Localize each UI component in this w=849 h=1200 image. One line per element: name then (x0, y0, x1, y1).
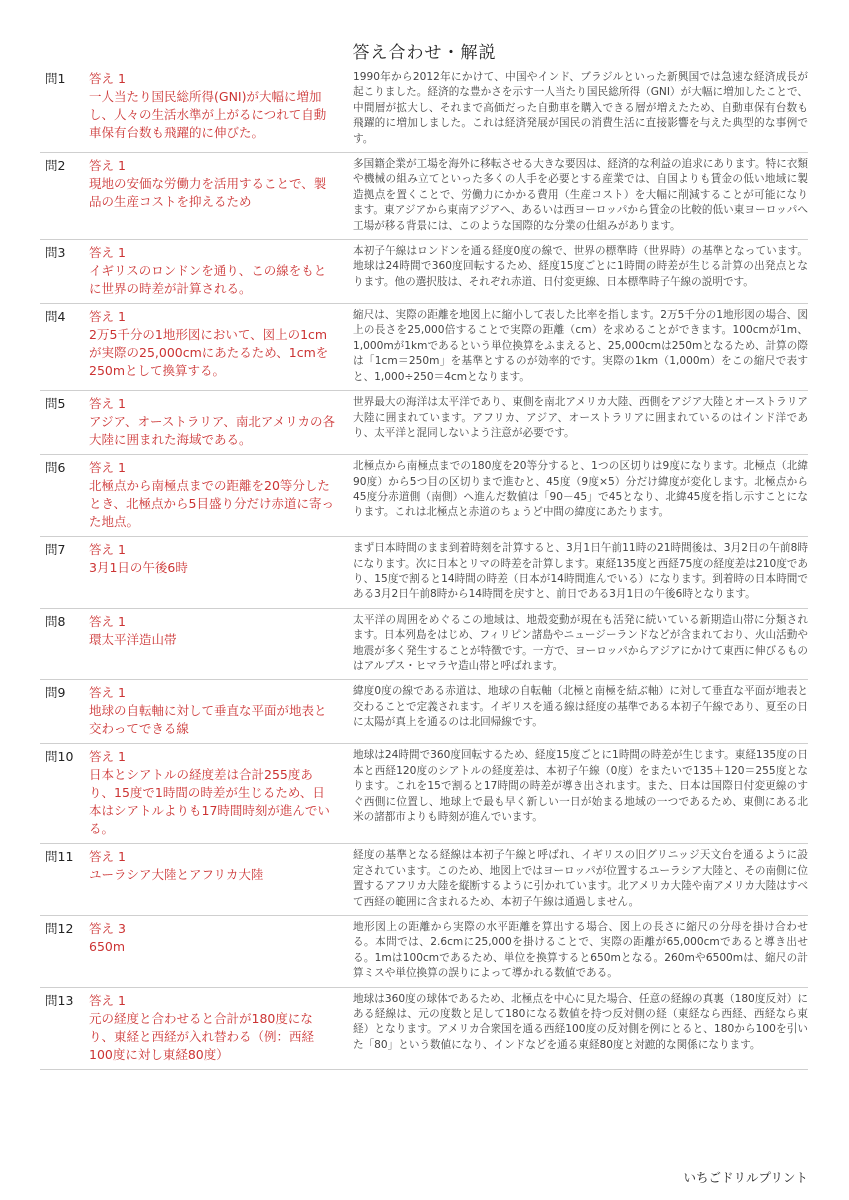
answer-block (89, 70, 343, 147)
answer-row (40, 537, 808, 609)
answer-block (89, 459, 343, 531)
answer-block (89, 748, 343, 838)
answer-label: 答え 1 (89, 613, 126, 629)
page-title: 答え合わせ・解説 (352, 43, 497, 63)
question-number: 問7 (45, 542, 66, 558)
answer-label: 答え 1 (89, 992, 126, 1008)
answer-label: 答え 1 (89, 460, 126, 476)
answer-text: 一人当たり国民総所得(GNI)が大幅に増加し、人々の生活水準が上がるにつれて自動車保有台数も飛躍的に伸びた。 (89, 89, 327, 140)
answer-label: 答え 3 (89, 920, 126, 936)
answer-text: 3月1日の午後6時 (89, 560, 188, 576)
explanation-text: 世界最大の海洋は太平洋であり、東側を南北アメリカ大陸、西側をアジア大陸とオーストラリア大陸に囲まれています。アフリカ、アジア、オーストラリアに囲まれているのはインド洋であり、太平洋と混同しないよう注意が必要です。 (353, 396, 808, 439)
answer-text: 現地の安価な労働力を活用することで、製品の生産コストを抑えるため (89, 176, 327, 210)
answer-list (40, 66, 808, 1070)
answer-row (40, 153, 808, 240)
answer-row (40, 988, 808, 1070)
answer-label: 答え 1 (89, 749, 126, 765)
answer-row (40, 240, 808, 304)
question-number: 問6 (45, 460, 66, 476)
question-number: 問5 (45, 396, 66, 412)
answer-row (40, 680, 808, 744)
answer-text: 北極点から南極点までの距離を20等分したとき、北極点から5目盛り分だけ赤道に寄った地点。 (89, 478, 334, 530)
answer-row (40, 744, 808, 844)
question-number: 問4 (45, 309, 66, 325)
question-number: 問8 (45, 613, 66, 629)
explanation-text: 緯度0度の線である赤道は、地球の自転軸（北極と南極を結ぶ軸）に対して垂直な平面が地表と交わることで定義されます。イギリスを通る線は経度の基準である本初子午線であり、夏至の日に太陽が真上を通るのは北回帰線です。 (353, 685, 808, 729)
answer-row (40, 66, 808, 153)
answer-label: 答え 1 (89, 309, 126, 325)
answer-label: 答え 1 (89, 685, 126, 701)
answer-block (89, 848, 343, 910)
answer-row (40, 609, 808, 681)
question-number: 問9 (45, 685, 66, 701)
footer-brand: いちごドリルプリント (683, 1170, 808, 1185)
explanation-text: 縮尺は、実際の距離を地図上に縮小して表した比率を指します。2万5千分の1地形図の場合、図上の長さを25,000倍することで実際の距離（cm）を求めることができます。100cmが1m、1,000mが1kmであるという単位換算をふまえると、25,000cmは250mとなるため、計算の際は「1cm＝250m」を基準とするのが効率的です。実際の1km（1,000m）をこの縮尺で表すと、1,000÷250＝4cmとなります。 (353, 309, 808, 383)
answer-text: イギリスのロンドンを通り、この線をもとに世界の時差が計算される。 (89, 263, 327, 297)
answer-label: 答え 1 (89, 71, 126, 86)
answer-label: 答え 1 (89, 542, 126, 558)
answer-label: 答え 1 (89, 396, 126, 412)
answer-row (40, 455, 808, 537)
question-number: 問2 (45, 158, 66, 174)
answer-text: 650m (89, 938, 126, 954)
answer-text: 環太平洋造山帯 (89, 631, 177, 647)
answer-block (89, 992, 343, 1064)
answer-block (89, 613, 343, 675)
question-number: 問13 (45, 992, 74, 1008)
explanation-text: 北極点から南極点までの180度を20等分すると、1つの区切りは9度になります。北極点（北緯90度）から5つ目の区切りまで進むと、45度（9度×5）分だけ緯度が変化します。北極点から45度分赤道側（南側）へ進んだ数値は「90－45」で45となり、北緯45度を指し示すことになります。これは北極点と赤道のちょうど中間の緯度にあたります。 (353, 460, 808, 519)
answer-text: 2万5千分の1地形図において、図上の1cmが実際の25,000cmにあたるため、1cmを250mとして換算する。 (89, 327, 329, 379)
answer-block (89, 395, 343, 449)
answer-row (40, 844, 808, 916)
answer-text: 元の経度と合わせると合計が180度になり、東経と西経が入れ替わる（例：西経100度に対し東経80度） (89, 1010, 315, 1062)
answer-block (89, 684, 343, 738)
explanation-text: 本初子午線はロンドンを通る経度0度の線で、世界の標準時（世界時）の基準となっています。地球は24時間で360度回転するため、経度15度ごとに1時間の時差が生じる計算の出発点となります。他の選択肢は、それぞれ赤道、日付変更線、日本標準時子午線の説明です。 (353, 245, 808, 288)
explanation-text: 1990年から2012年にかけて、中国やインド、ブラジルといった新興国では急速な経済成長が起こりました。経済的な豊かさを示す一人当たり国民総所得（GNI）が大幅に増加したことで、中間層が拡大し、それまで高価だった自動車を購入できる層が増えたため、自動車保有台数も飛躍的に増加しました。これは経済発展が国民の消費生活に直接影響を与えた典型的な事例です。 (353, 71, 808, 145)
explanation-text: 多国籍企業が工場を海外に移転させる大きな要因は、経済的な利益の追求にあります。特に衣類や機械の組み立てといった多くの人手を必要とする産業では、自国よりも賃金の低い地域に製造拠点を置くことで、労働力にかかる費用（生産コスト）を大幅に削減することが可能になります。東アジアから東南アジアへ、あるいは西ヨーロッパから賃金の比較的低い東ヨーロッパへ工場が移る背景には、このような国際的な分業の仕組みがあります。 (353, 158, 808, 232)
explanation-text: 地球は360度の球体であるため、北極点を中心に見た場合、任意の経線の真裏（180度反対）にある経線は、元の度数と足して180になる数値を持つ反対側の経（東経なら西経、西経なら東経）となります。アメリカ合衆国を通る西経100度の反対側を例にとると、180から100を引いた「80」という数値になり、インドなどを通る東経80度と対蹠的な関係になります。 (353, 992, 808, 1051)
answer-row (40, 916, 808, 988)
answer-block (89, 157, 343, 234)
question-number: 問11 (45, 849, 74, 865)
question-number: 問10 (45, 749, 74, 765)
answer-text: アジア、オーストラリア、南北アメリカの各大陸に囲まれた海域である。 (89, 414, 336, 448)
explanation-text: 地形図上の距離から実際の水平距離を算出する場合、図上の長さに縮尺の分母を掛け合わせる。本問では、2.6cmに25,000を掛けることで、実際の距離が65,000cmであると導き出せる。1mは100cmであるため、単位を換算すると650mとなる。260mや6500mは、縮尺の計算ミスや単位換算の誤りによって導かれる数値である。 (353, 920, 808, 980)
question-number: 問1 (45, 71, 66, 86)
question-number: 問3 (45, 245, 66, 261)
answer-block (89, 920, 343, 982)
answer-block (89, 541, 343, 603)
explanation-text: 経度の基準となる経線は本初子午線と呼ばれ、イギリスの旧グリニッジ天文台を通るように設定されています。このため、地図上ではヨーロッパが位置するユーラシア大陸と、その南側に位置するアフリカ大陸を縦断するように引かれています。北アメリカ大陸や南アメリカ大陸はすべて西経の範囲に含まれるため、本初子午線は通過しません。 (353, 849, 808, 908)
question-number: 問12 (45, 920, 74, 936)
explanation-text: 太平洋の周囲をめぐるこの地域は、地殻変動が現在も活発に続いている新期造山帯に分類されます。日本列島をはじめ、フィリピン諸島やニュージーランドなどが含まれており、火山活動や地震が多く発生することが特徴です。一方で、ヨーロッパからアジアにかけて東西に伸びるものはアルプス・ヒマラヤ造山帯と呼ばれます。 (353, 613, 808, 672)
explanation-text: まず日本時間のまま到着時刻を計算すると、3月1日午前11時の21時間後は、3月2日の午前8時になります。次に日本とリマの時差を計算します。東経135度と西経75度の経度差は210度であり、15度で割ると14時間の時差（日本が14時間進んでいる）になります。到着時の日本時間である3月2日午前8時から14時間を戻すと、前日である3月1日の午後6時となります。 (353, 542, 808, 601)
answer-text: 日本とシアトルの経度差は合計255度あり、15度で1時間の時差が生じるため、日本はシアトルよりも17時間時刻が進んでいる。 (89, 767, 330, 837)
answer-label: 答え 1 (89, 245, 126, 261)
explanation-text: 地球は24時間で360度回転するため、経度15度ごとに1時間の時差が生じます。東経135度の日本と西経120度のシアトルの経度差は、本初子午線（0度）をまたいで135＋120＝255度となります。これを15で割ると17時間の時差が導き出されます。また、日本は国際日付変更線のすぐ西側に位置し、地球上で最も早く新しい一日が始まる地域の一つであるため、東側にある北米の諸都市よりも時刻が進んでいます。 (353, 749, 808, 823)
answer-row (40, 304, 808, 391)
answer-block (89, 244, 343, 298)
answer-text: ユーラシア大陸とアフリカ大陸 (89, 867, 264, 883)
answer-label: 答え 1 (89, 158, 126, 174)
answer-block (89, 308, 343, 385)
answer-row (40, 391, 808, 455)
answer-label: 答え 1 (89, 849, 126, 865)
answer-text: 地球の自転軸に対して垂直な平面が地表と交わってできる線 (89, 703, 327, 737)
